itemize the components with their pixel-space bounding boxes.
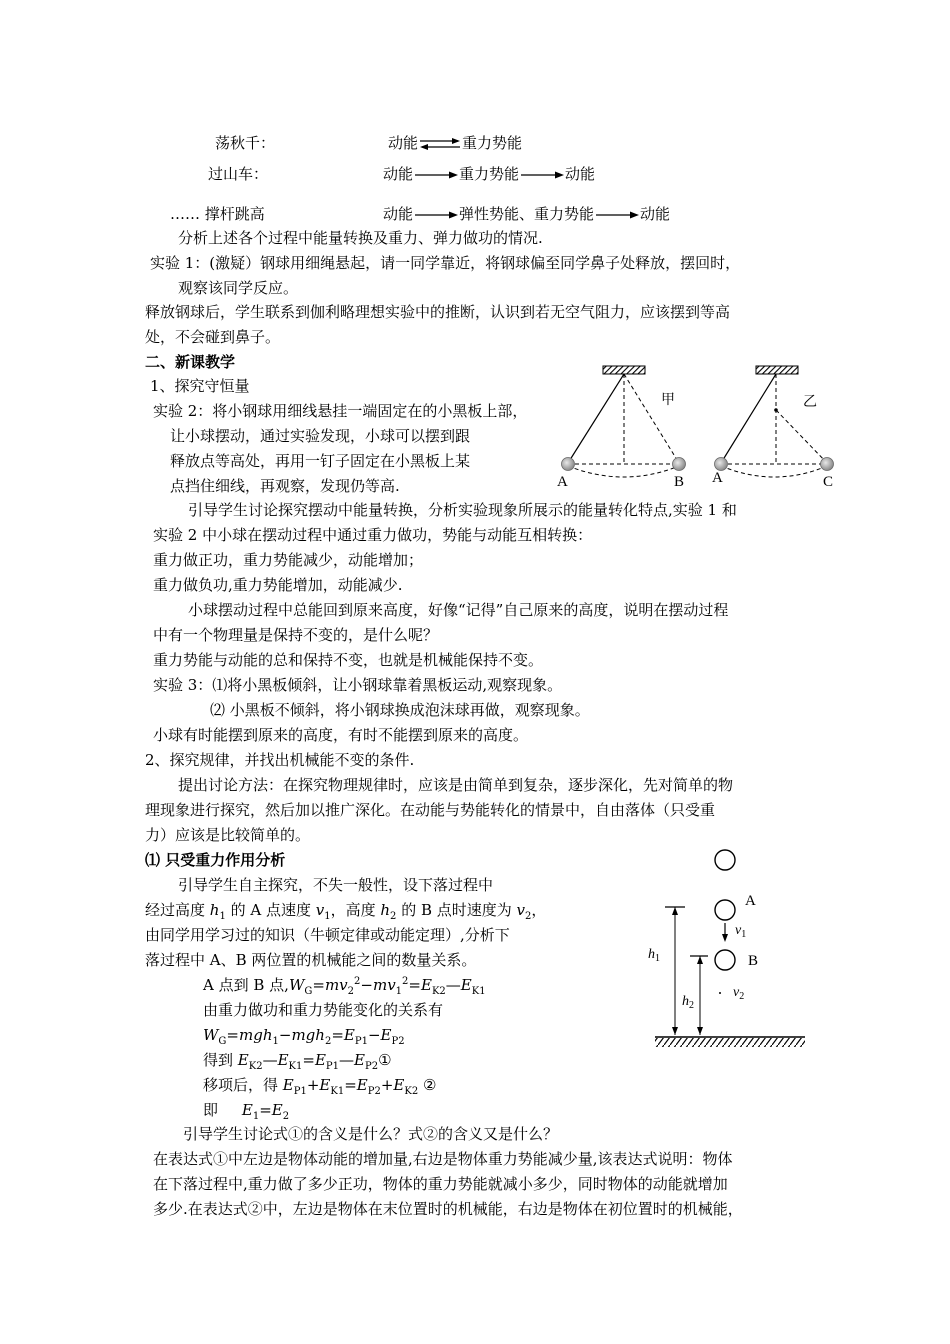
release-line2: 处，不会碰到鼻子。 xyxy=(145,328,281,346)
experiment2-line4: 点挡住细线，再观察，发现仍等高. xyxy=(170,477,400,495)
h1-subscript: 1 xyxy=(655,953,660,964)
arrow-right-icon xyxy=(413,170,459,180)
point-b-label: B xyxy=(674,474,685,490)
chain-step: 动能 xyxy=(565,165,596,183)
conservation-text: 重力势能与动能的总和保持不变，也就是机械能保持不变。 xyxy=(153,651,544,669)
ball-start xyxy=(715,850,735,870)
h1-label: h xyxy=(648,947,655,962)
equation-1: 得到 $E_{K2}—E_{K1}=E_{P1}—E_{P2}①$ xyxy=(203,1051,392,1072)
v2-label: v xyxy=(733,985,740,1000)
experiment1-line2: 观察该同学反应。 xyxy=(178,279,299,297)
chain-pole-label: …… 撑杆跳高 xyxy=(170,205,265,223)
point-c-label: C xyxy=(823,474,834,490)
ceiling-support xyxy=(756,366,798,374)
ceiling-support xyxy=(603,366,645,374)
free-fall-line1: 引导学生自主探究，不失一般性，设下落过程中 xyxy=(178,876,494,894)
gravity-heading: ⑴ 只受重力作用分析 xyxy=(145,851,286,869)
figure-label-yi: 乙 xyxy=(803,395,817,410)
pendulum-diagram xyxy=(555,360,855,495)
nail xyxy=(774,408,778,412)
arrow-right-icon xyxy=(519,170,565,180)
negative-work-text: 重力做负功,重力势能增加，动能减少. xyxy=(153,576,403,594)
section-heading: 二、新课教学 xyxy=(145,353,236,371)
ball-a xyxy=(715,900,735,920)
chain-pole xyxy=(383,204,670,224)
ground-hatch xyxy=(655,1038,805,1047)
release-line1: 释放钢球后，学生联系到伽利略理想实验中的推断，认识到若无空气阻力，应该摆到等高 xyxy=(145,303,731,321)
free-fall-line2: 经过高度 $h_1$ 的 A 点速度 $v_1$，高度 $h_2$ 的 B 点时速度为 $v_2$， xyxy=(145,901,547,922)
method-line1: 提出讨论方法：在探究物理规律时，应该是由简单到复杂，逐步深化，先对简单的物 xyxy=(178,776,734,794)
equation-work: A 点到 B 点$,W_G=mv_2^2-mv_1^2=E_{K2}—E_{K1}$ xyxy=(203,976,486,997)
chain-step: 动能 xyxy=(383,205,414,223)
double-arrow-icon xyxy=(418,137,462,151)
point-a-label: A xyxy=(712,470,723,486)
chain-step: 弹性势能、重力势能 xyxy=(459,205,595,223)
v1-label: v xyxy=(735,923,742,938)
subsection-1: 1、探究守恒量 xyxy=(150,377,250,395)
chain-step: 重力势能 xyxy=(462,134,523,152)
free-fall-line3: 由同学用学习过的知识（牛顿定律或动能定理）,分析下 xyxy=(145,926,510,944)
analysis-text: 分析上述各个过程中能量转换及重力、弹力做功的情况. xyxy=(178,229,543,247)
equation-potential: $W_G=mgh_1-mgh_2=E_{P1}-E_{P2}$ xyxy=(203,1026,405,1047)
h2-label: h xyxy=(682,994,689,1009)
point-b-label: B xyxy=(748,953,759,969)
figure-label-jia: 甲 xyxy=(661,393,675,408)
chain-step: 动能 xyxy=(383,165,414,183)
chain-coaster-label: 过山车： xyxy=(208,165,269,183)
positive-work-text: 重力做正功，重力势能减少，动能增加； xyxy=(153,551,424,569)
free-fall-diagram xyxy=(640,845,815,1055)
ball-b xyxy=(715,950,735,970)
ball xyxy=(715,458,728,471)
guide-line1: 引导学生讨论探究摆动中能量转换，分析实验现象所展示的能量转化特点,实验 1 和 xyxy=(188,501,737,519)
relation-text: 由重力做功和重力势能变化的关系有 xyxy=(203,1001,444,1019)
ball xyxy=(673,458,686,471)
explanation-line1: 在表达式①中左边是物体动能的增加量,右边是物体重力势能减少量,该表达式说明：物体 xyxy=(153,1150,733,1168)
equation-2: 移项后，得 $E_{P1}+E_{K1}=E_{P2}+E_{K2}$ ② xyxy=(203,1076,437,1097)
chain-step: 动能 xyxy=(388,134,419,152)
explanation-line2: 在下落过程中,重力做了多少正功，物体的重力势能就减小多少，同时物体的动能就增加 xyxy=(153,1175,728,1193)
svg-text:v2 xyxy=(733,985,744,1002)
guide-line2: 实验 2 中小球在摆动过程中通过重力做功，势能与动能互相转换： xyxy=(153,526,593,544)
method-line3: 力）应该是比较简单的。 xyxy=(145,826,311,844)
experiment3-result: 小球有时能摆到原来的高度，有时不能摆到原来的高度。 xyxy=(153,726,529,744)
v2-subscript: 2 xyxy=(739,991,745,1002)
chain-swing xyxy=(388,133,522,153)
explanation-line3: 多少.在表达式②中，左边是物体在末位置时的机械能，右边是物体在初位置时的机械能， xyxy=(153,1200,743,1218)
experiment3-line1: 实验 3：⑴将小黑板倾斜，让小钢球靠着黑板运动,观察现象。 xyxy=(153,676,563,694)
discuss-text: 引导学生讨论式①的含义是什么？式②的含义又是什么？ xyxy=(183,1125,559,1143)
experiment2-line2: 让小球摆动，通过实验发现，小球可以摆到跟 xyxy=(170,427,471,445)
memory-line2: 中有一个物理量是保持不变的，是什么呢？ xyxy=(153,626,439,644)
arrow-right-icon xyxy=(413,210,459,220)
chain-coaster xyxy=(383,164,595,184)
point-a-label: A xyxy=(557,474,568,490)
svg-text:v1 xyxy=(735,923,746,940)
ball xyxy=(562,458,575,471)
point-a-label: A xyxy=(745,893,756,909)
equation-3: 即 $E_1=E_2$ xyxy=(203,1101,290,1122)
ball xyxy=(821,458,834,471)
chain-swing-label: 荡秋千： xyxy=(215,134,276,152)
memory-line1: 小球摆动过程中总能回到原来高度，好像“记得”自己原来的高度，说明在摆动过程 xyxy=(188,601,729,619)
svg-text:h2 xyxy=(682,994,694,1011)
arrow-right-icon xyxy=(594,210,640,220)
free-fall-line4: 落过程中 A、B 两位置的机械能之间的数量关系。 xyxy=(145,951,477,969)
svg-text:h1 xyxy=(648,947,660,964)
chain-step: 动能 xyxy=(640,205,671,223)
h2-subscript: 2 xyxy=(689,1000,694,1011)
chain-step: 重力势能 xyxy=(459,165,520,183)
experiment1-line1: 实验 1：(激疑）钢球用细绳悬起，请一同学靠近，将钢球偏至同学鼻子处释放，摆回时， xyxy=(150,254,741,272)
experiment3-line2: ⑵ 小黑板不倾斜，将小钢球换成泡沫球再做，观察现象。 xyxy=(210,701,590,719)
method-line2: 理现象进行探究，然后加以推广深化。在动能与势能转化的情景中，自由落体（只受重 xyxy=(145,801,716,819)
experiment2-line3: 释放点等高处，再用一钉子固定在小黑板上某 xyxy=(170,452,471,470)
experiment2-line1: 实验 2：将小钢球用细线悬挂一端固定在的小黑板上部， xyxy=(153,402,528,420)
v1-subscript: 1 xyxy=(741,929,747,940)
subsection-2: 2、探究规律，并找出机械能不变的条件. xyxy=(145,751,415,769)
